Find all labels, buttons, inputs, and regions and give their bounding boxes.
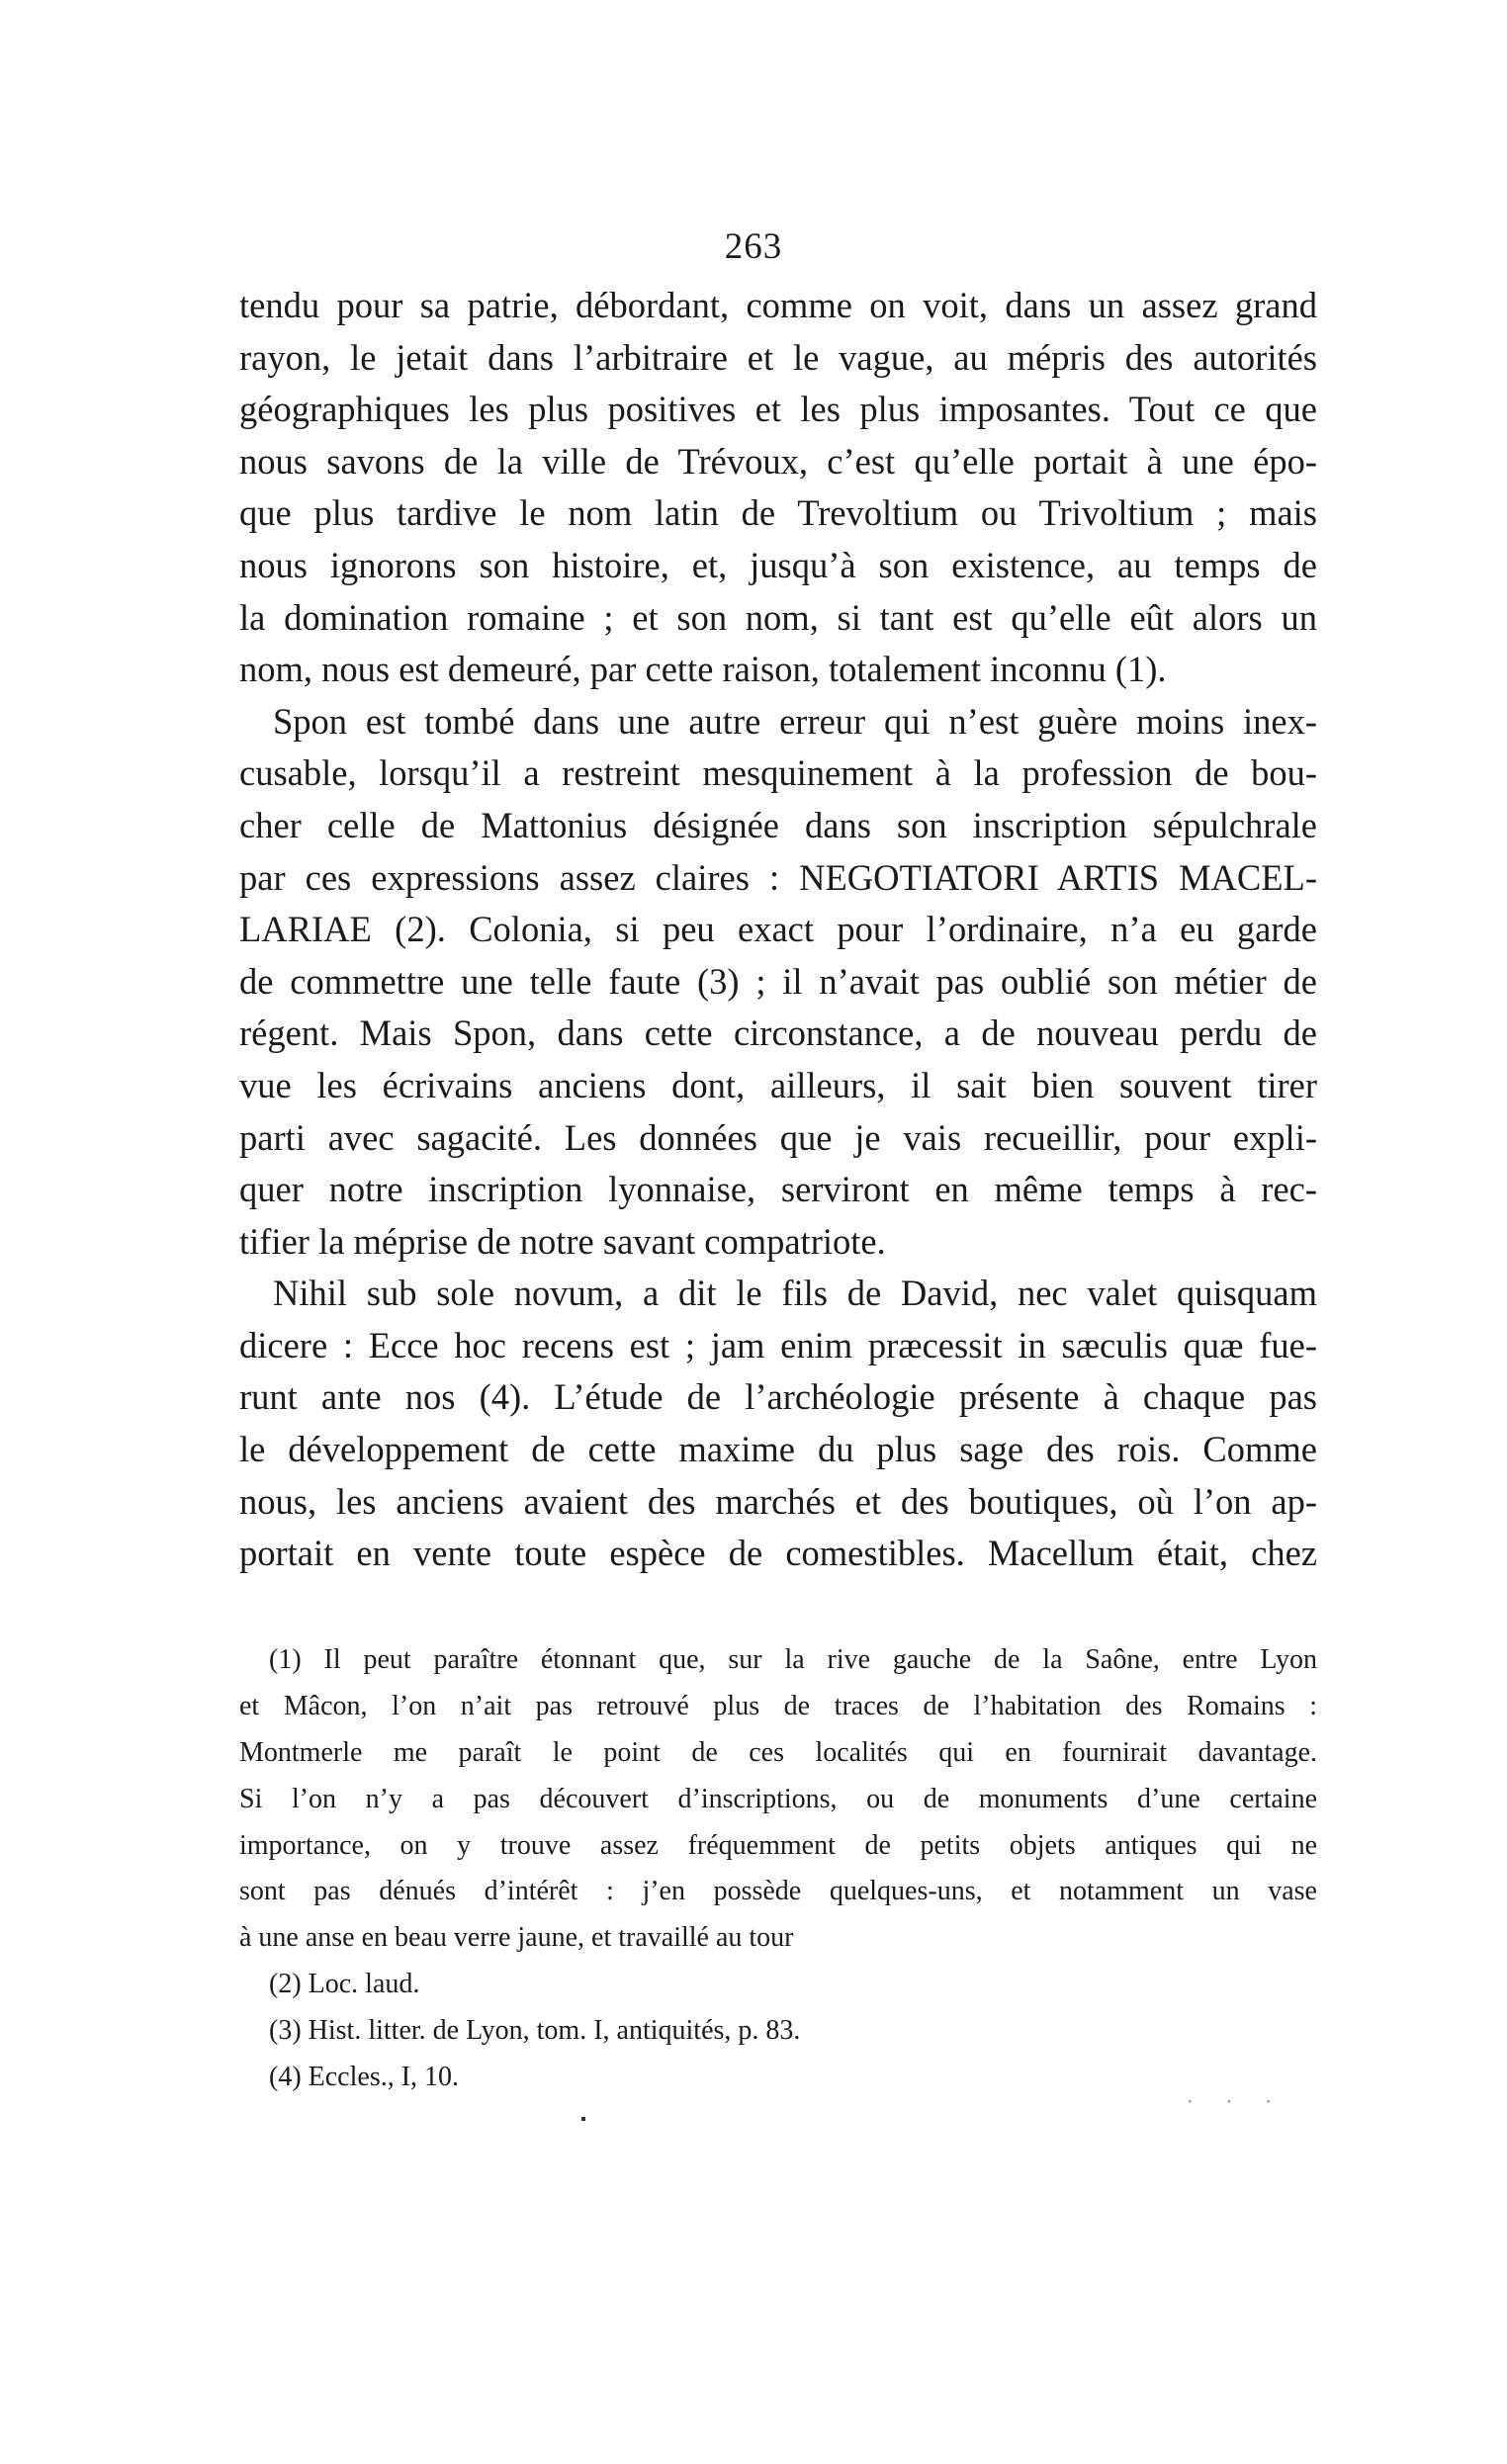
body-line: géographiques les plus positives et les plus imposantes. Tout ce que [239,389,1317,430]
body-line: cher celle de Mattonius désignée dans son inscription sépulchrale [239,804,1317,845]
footnote-line: sont pas dénués d’intérêt : j’en possède quelques-uns, et notamment un vase [239,1876,1317,1907]
body-line: Spon est tombé dans une autre erreur qui n’est guère moins inex- [273,700,1317,742]
body-line: de commettre une telle faute (3) ; il n’avait pas oublié son métier de [239,960,1317,1002]
footnote-line: (4) Eccles., I, 10. [269,2062,460,2093]
footnote-line: importance, on y trouve assez fréquemment de petits objets antiques qui ne [239,1829,1317,1861]
body-line: la domination romaine ; et son nom, si tant est qu’elle eût alors un [239,596,1317,638]
body-line: le développement de cette maxime du plus sage des rois. Comme [239,1429,1317,1470]
body-line: portait en vente toute espèce de comestibles. Macellum était, chez [239,1533,1317,1574]
page-number: 263 [724,226,783,267]
footnote-line: (2) Loc. laud. [269,1969,420,2000]
footnote-line: (1) Il peut paraître étonnant que, sur la rive gauche de la Saône, entre Lyon [269,1644,1317,1675]
body-line: par ces expressions assez claires : NEGOTIATORI ARTIS MACEL- [239,856,1317,898]
footnote-line: et Mâcon, l’on n’ait pas retrouvé plus de traces de l’habitation des Romains : [239,1690,1317,1721]
print-speck [581,2117,585,2121]
body-line: vue les écrivains anciens dont, ailleurs, il sait bien souvent tirer [239,1064,1317,1105]
body-line: cusable, lorsqu’il a restreint mesquinement à la profession de bou- [239,752,1317,794]
body-line: régent. Mais Spon, dans cette circonstance, a de nouveau perdu de [239,1012,1317,1054]
body-line: dicere : Ecce hoc recens est ; jam enim præcessit in sæculis quæ fue- [239,1324,1317,1365]
body-line: LARIAE (2). Colonia, si peu exact pour l’ordinaire, n’a eu garde [239,909,1317,950]
body-line: tendu pour sa patrie, débordant, comme on voit, dans un assez grand [239,285,1317,325]
body-line: nous ignorons son histoire, et, jusqu’à son existence, au temps de [239,544,1317,585]
body-line: runt ante nos (4). L’étude de l’archéologie présente à chaque pas [239,1376,1317,1418]
body-line: nous, les anciens avaient des marchés et des boutiques, où l’on ap- [239,1480,1317,1522]
body-line: Nihil sub sole novum, a dit le fils de David, nec valet quisquam [273,1273,1317,1314]
body-line: que plus tardive le nom latin de Trevoltium ou Trivoltium ; mais [239,492,1317,534]
body-text [239,280,1317,1580]
body-line: rayon, le jetait dans l’arbitraire et le vague, au mépris des autorités [239,336,1317,378]
footnote-line: Si l’on n’y a pas découvert d’inscriptions, ou de monuments d’une certaine [239,1783,1317,1814]
body-line: tifier la méprise de notre savant compatriote. [239,1220,886,1262]
footnote-line: à une anse en beau verre jaune, et travaillé au tour [239,1922,794,1954]
body-line: nom, nous est demeuré, par cette raison, totalement inconnu (1). [239,649,1167,690]
margin-specks: · · · [1187,2091,1285,2113]
body-line: nous savons de la ville de Trévoux, c’est qu’elle portait à une épo- [239,440,1317,482]
footnotes [239,1637,1317,2101]
body-line: quer notre inscription lyonnaise, serviront en même temps à rec- [239,1169,1317,1210]
footnote-line: (3) Hist. litter. de Lyon, tom. I, antiquités, p. 83. [269,2015,801,2047]
footnote-line: Montmerle me paraît le point de ces localités qui en fournirait davantage. [239,1736,1317,1768]
body-line: parti avec sagacité. Les données que je vais recueillir, pour expli- [239,1116,1317,1158]
